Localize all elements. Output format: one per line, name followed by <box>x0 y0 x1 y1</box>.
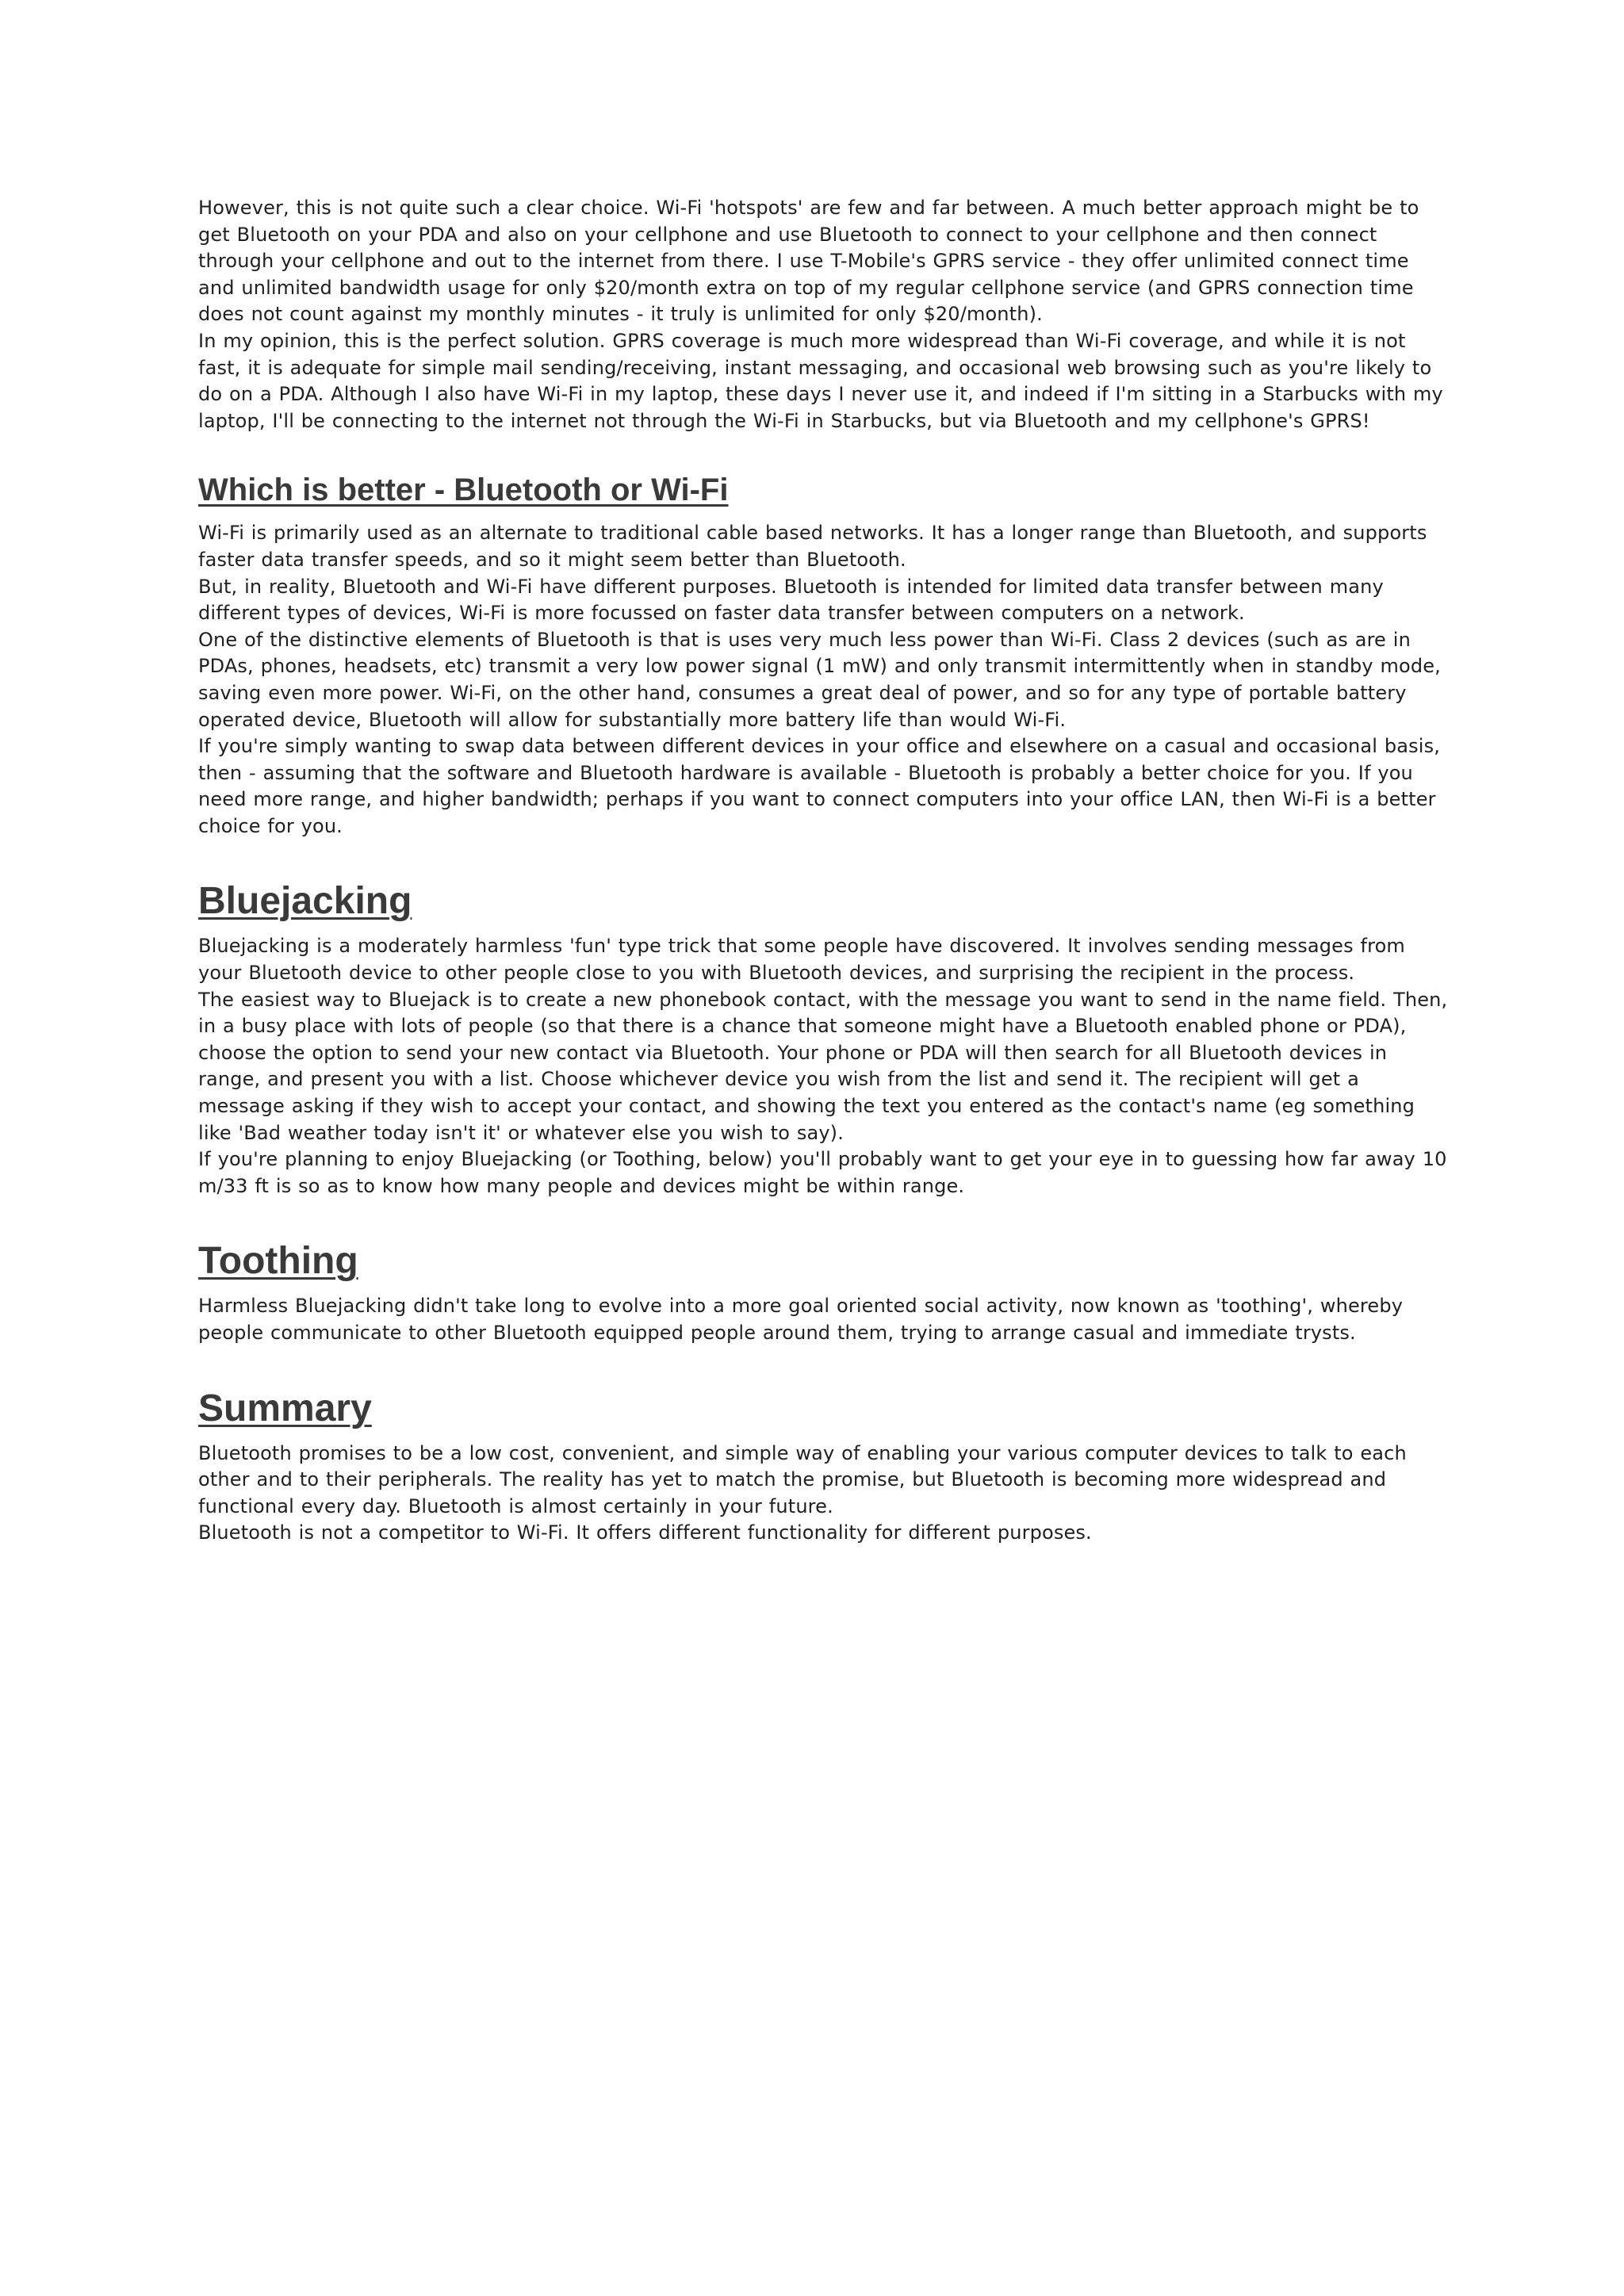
intro-paragraph-2: In my opinion, this is the perfect solution. GPRS coverage is much more widespread than Wi-Fi coverage, and while it is not fast, it is adequate for simple mail sending/receiving, instant messaging, and occasional web browsing such as you're likely to do on a PDA. Although I also have Wi-Fi in my laptop, these days I never use it, and indeed if I'm sitting in a Starbucks with my laptop, I'll be connecting to the internet not through the Wi-Fi in Starbucks, but via Bluetooth and my cellphone's GPRS! <box>198 329 1443 432</box>
summary-paragraph-1: Bluetooth promises to be a low cost, convenient, and simple way of enabling your various computer devices to talk to each other and to their peripherals. The reality has yet to match the promise, but Bluetooth is becoming more widespread and functional every day. Bluetooth is almost certainly in your future. <box>198 1441 1407 1517</box>
bluejacking-paragraph-1: Bluejacking is a moderately harmless 'fun' type trick that some people have discovered. It involves sending messages from your Bluetooth device to other people close to you with Bluetooth devices, and surprising the recipient in the process. <box>198 935 1405 985</box>
which-is-better-section <box>198 471 1451 840</box>
summary-paragraph-2: Bluetooth is not a competitor to Wi-Fi. It offers different functionality for different purposes. <box>198 1521 1092 1544</box>
which-paragraph-3: One of the distinctive elements of Bluetooth is that is uses very much less power than Wi-Fi. Class 2 devices (such as are in PDAs, phones, headsets, etc) transmit a very low power signal (1 mW) and only transmit intermittently when in standby mode, saving even more power. Wi-Fi, on the other hand, consumes a great deal of power, and so for any type of portable battery operated device, Bluetooth will allow for substantially more battery life than would Wi-Fi. <box>198 628 1441 731</box>
toothing-paragraph-1: Harmless Bluejacking didn't take long to evolve into a more goal oriented social activity, now known as 'toothing', whereby people communicate to other Bluetooth equipped people around them, trying to arrange casual and immediate trysts. <box>198 1295 1404 1344</box>
which-paragraph-2: But, in reality, Bluetooth and Wi-Fi have different purposes. Bluetooth is intended for limited data transfer between many different types of devices, Wi-Fi is more focussed on faster data transfer between computers on a network. <box>198 575 1384 625</box>
intro-section <box>198 195 1451 434</box>
toothing-section <box>198 1239 1451 1346</box>
which-is-better-heading: Which is better - Bluetooth or Wi-Fi <box>198 473 729 508</box>
document-page <box>198 195 1451 1547</box>
summary-section <box>198 1387 1451 1547</box>
intro-paragraph-1: However, this is not quite such a clear choice. Wi-Fi 'hotspots' are few and far between. A much better approach might be to get Bluetooth on your PDA and also on your cellphone and use Bluetooth to connect to your cellphone and then connect through your cellphone and out to the internet from there. I use T-Mobile's GPRS service - they offer unlimited connect time and unlimited bandwidth usage for only $20/month extra on top of my regular cellphone service (and GPRS connection time does not count against my monthly minutes - it truly is unlimited for only $20/month). <box>198 197 1419 326</box>
bluejacking-section <box>198 879 1451 1200</box>
bluejacking-paragraph-3: If you're planning to enjoy Bluejacking (or Toothing, below) you'll probably want to get your eye in to guessing how far away 10 m/33 ft is so as to know how many people and devices might be within range. <box>198 1148 1447 1197</box>
which-paragraph-4: If you're simply wanting to swap data between different devices in your office and elsewhere on a casual and occasional basis, then - assuming that the software and Bluetooth hardware is available - Bluetooth is probably a better choice for you. If you need more range, and higher bandwidth; perhaps if you want to connect computers into your office LAN, then Wi-Fi is a better choice for you. <box>198 735 1441 837</box>
bluejacking-heading: Bluejacking <box>198 880 412 923</box>
which-paragraph-1: Wi-Fi is primarily used as an alternate to traditional cable based networks. It has a longer range than Bluetooth, and supports faster data transfer speeds, and so it might seem better than Bluetooth. <box>198 522 1427 571</box>
bluejacking-paragraph-2: The easiest way to Bluejack is to create a new phonebook contact, with the message you want to send in the name field. Then, in a busy place with lots of people (so that there is a chance that someone might have a Bluetooth enabled phone or PDA), choose the option to send your new contact via Bluetooth. Your phone or PDA will then search for all Bluetooth devices in range, and present you with a list. Choose whichever device you wish from the list and send it. The recipient will get a message asking if they wish to accept your contact, and showing the text you entered as the contact's name (eg something like 'Bad weather today isn't it' or whatever else you wish to say). <box>198 988 1448 1144</box>
summary-heading: Summary <box>198 1387 372 1429</box>
toothing-heading: Toothing <box>198 1240 358 1283</box>
